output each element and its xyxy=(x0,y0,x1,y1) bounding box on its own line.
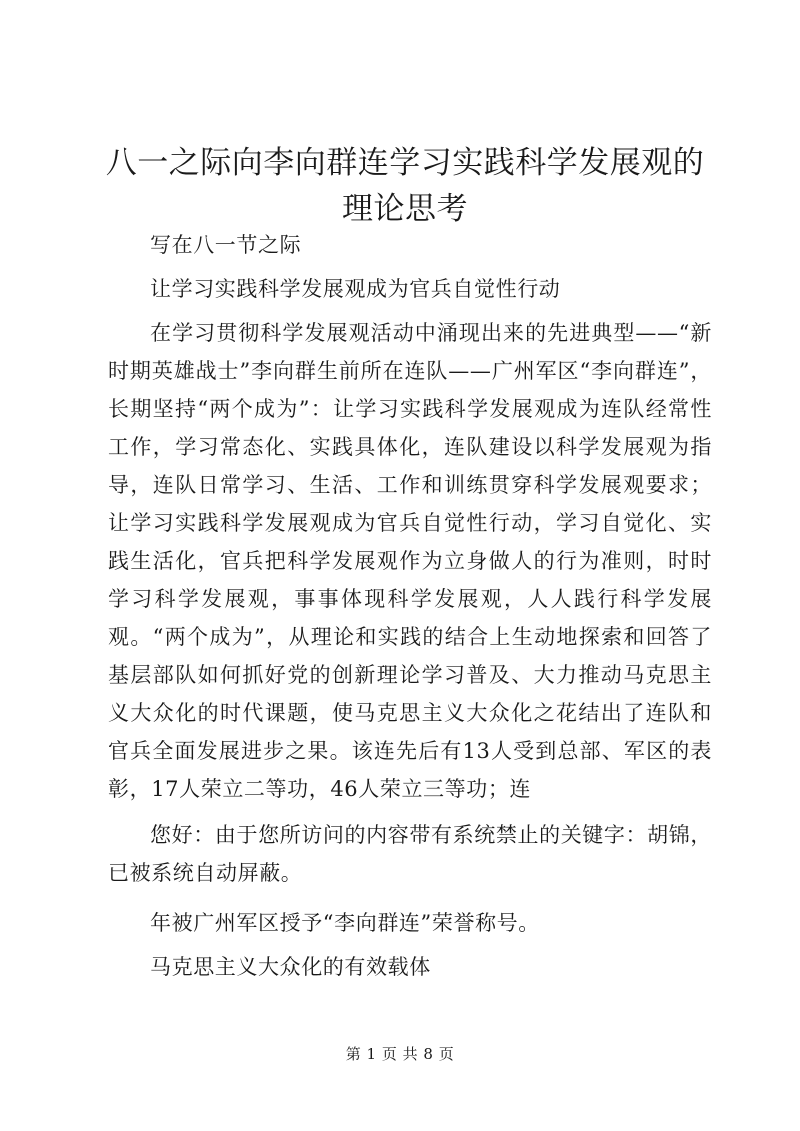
paragraph-subtitle: 写在八一节之际 xyxy=(150,233,302,257)
document-title: 八一之际向李向群连学习实践科学发展观的理论思考 xyxy=(105,145,705,227)
paragraph-blocked-notice: 您好：由于您所访问的内容带有系统禁止的关键字：胡锦，已被系统自动屏蔽。 xyxy=(108,823,712,885)
paragraph-honor: 年被广州军区授予“李向群连”荣誉称号。 xyxy=(150,911,540,935)
paragraph-body: 在学习贯彻科学发展观活动中涌现出来的先进典型——“新时期英雄战士”李向群生前所在连队——广州军区“李向群连”，长期坚持“两个成为”：让学习实践科学发展观成为连队经常性工作，学习常态化、实践具体化，连队建设以科学发展观为指导，连队日常学习、生活、工作和训练贯穿科学发展观要求；让学习实践科学发展观成为官兵自觉性行动，学习自觉化、实践生活化，官兵把科学发展观作为立身做人的行为准则，时时学习科学发展观，事事体现科学发展观，人人践行科学发展观。“两个成为”，从理论和实践的结合上生动地探索和回答了基层部队如何抓好党的创新理论学习普及、大力推动马克思主义大众化的时代课题，使马克思主义大众化之花结出了连队和官兵全面发展进步之果。该连先后有13人受到总部、军区的表彰，17人荣立二等功，46人荣立三等功；连 xyxy=(108,321,712,801)
paragraph-heading: 让学习实践科学发展观成为官兵自觉性行动 xyxy=(150,277,561,301)
paragraph-section-heading: 马克思主义大众化的有效载体 xyxy=(150,955,431,979)
page-number: 第 1 页 共 8 页 xyxy=(345,1045,455,1063)
